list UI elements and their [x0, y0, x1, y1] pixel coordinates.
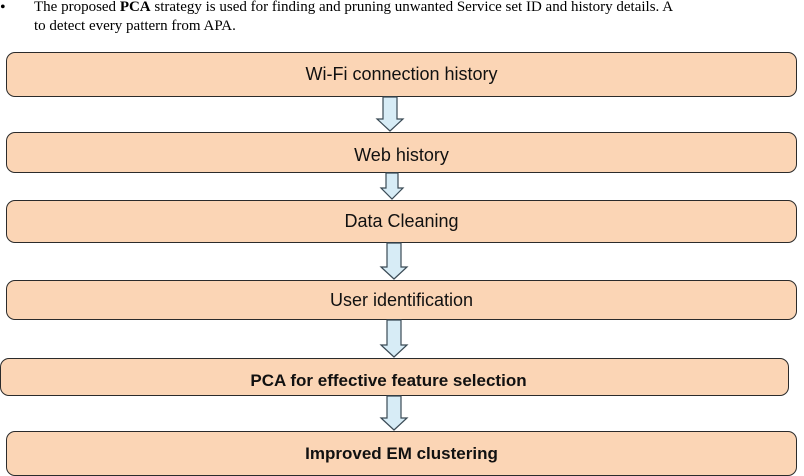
step-user-identification [6, 280, 797, 320]
step-label: User identification [329, 289, 474, 310]
step-label: Wi-Fi connection history [305, 64, 498, 84]
step-label: Data Cleaning [344, 211, 459, 231]
step-label: PCA for effective feature selection [250, 371, 527, 390]
step-wifi-connection-history [6, 52, 797, 97]
intro-pca-term: PCA [119, 0, 151, 15]
intro-line-1-prefix: The proposed [34, 0, 120, 15]
step-data-cleaning [6, 200, 797, 243]
flow-arrow-1 [376, 97, 404, 132]
flow-arrow-4 [380, 320, 408, 358]
bullet-marker: • [0, 0, 6, 16]
intro-line-1 [34, 0, 673, 17]
flow-arrow-3 [380, 243, 408, 280]
intro-line-2: to detect every pattern from APA. [34, 18, 236, 34]
step-label: Web history [354, 145, 449, 165]
intro-line-1-suffix: strategy is used for finding and pruning unwanted Service set ID and history details. A [150, 0, 674, 15]
step-pca-feature-selection [0, 358, 789, 396]
flow-arrow-2 [380, 173, 404, 200]
step-web-history [6, 132, 797, 173]
step-label: Improved EM clustering [305, 444, 498, 463]
intro-paragraph [0, 0, 804, 40]
step-improved-em-clustering [6, 431, 797, 476]
flow-arrow-5 [380, 396, 408, 431]
